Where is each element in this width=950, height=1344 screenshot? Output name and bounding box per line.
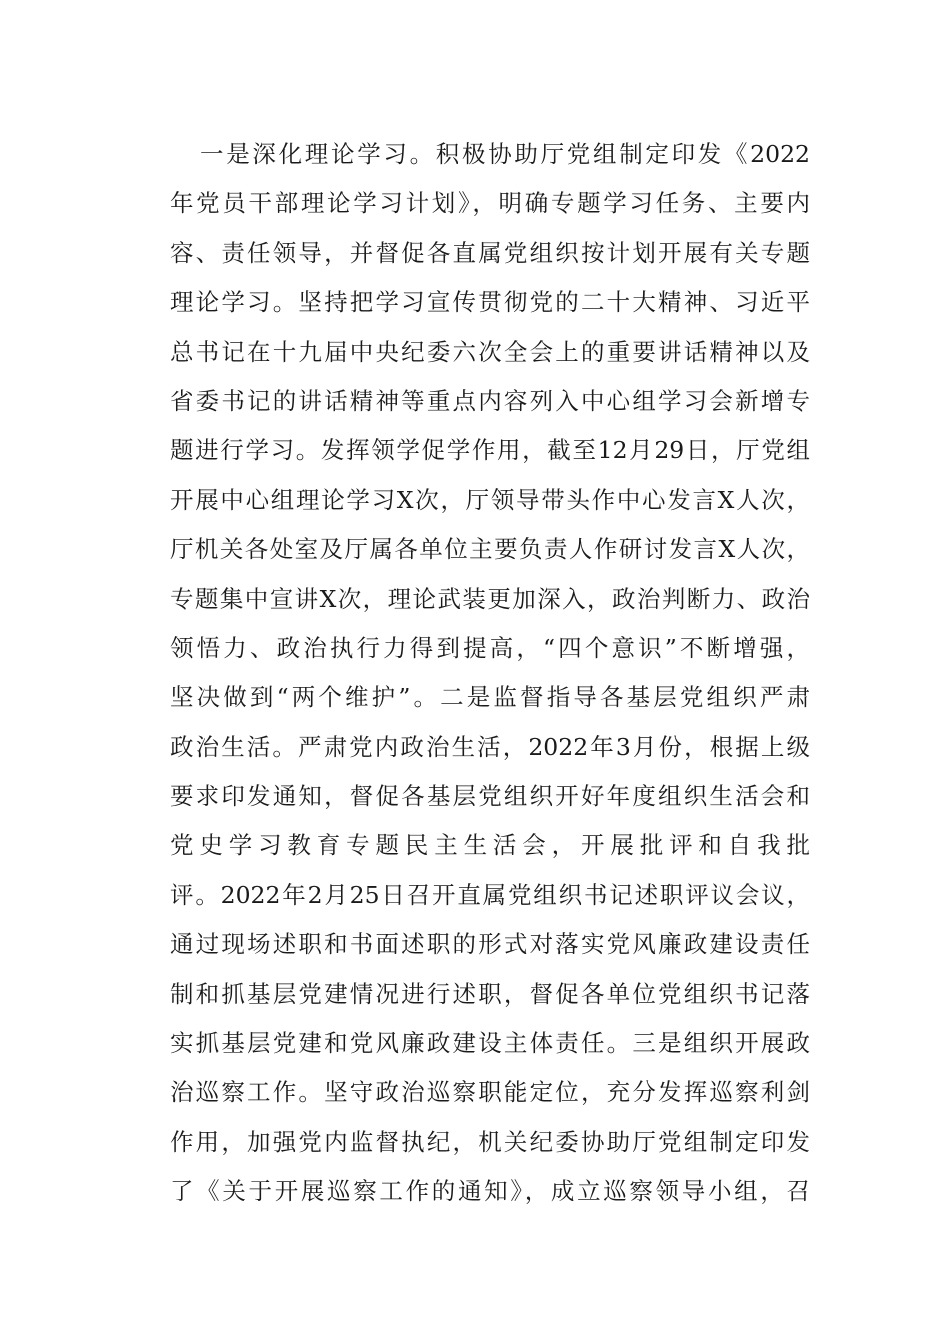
text-line: 治巡察工作。坚守政治巡察职能定位，充分发挥巡察利剑 (170, 1078, 810, 1107)
text-line: 制和抓基层党建情况进行述职，督促各单位党组织书记落 (170, 979, 810, 1008)
text-line: 省委书记的讲话精神等重点内容列入中心组学习会新增专 (170, 386, 810, 415)
text-line: 理论学习。坚持把学习宣传贯彻党的二十大精神、习近平 (170, 288, 810, 317)
text-line: 坚决做到“两个维护”。二是监督指导各基层党组织严肃 (170, 683, 810, 712)
body-paragraph (170, 130, 810, 1217)
text-line: 开展中心组理论学习X次，厅领导带头作中心发言X人次， (170, 485, 810, 514)
text-line: 总书记在十九届中央纪委六次全会上的重要讲话精神以及 (170, 337, 810, 366)
text-line: 作用，加强党内监督执纪，机关纪委协助厅党组制定印发 (170, 1127, 810, 1156)
text-line: 容、责任领导，并督促各直属党组织按计划开展有关专题 (170, 238, 810, 267)
text-line: 领悟力、政治执行力得到提高，“四个意识”不断增强， (170, 633, 810, 662)
text-line: 一是深化理论学习。积极协助厅党组制定印发《2022 (200, 140, 810, 168)
text-line: 了《关于开展巡察工作的通知》，成立巡察领导小组，召 (170, 1177, 810, 1206)
text-line: 通过现场述职和书面述职的形式对落实党风廉政建设责任 (170, 930, 810, 959)
text-line: 党史学习教育专题民主生活会，开展批评和自我批 (170, 831, 810, 860)
text-line: 政治生活。严肃党内政治生活，2022年3月份，根据上级 (170, 732, 810, 761)
text-line: 实抓基层党建和党风廉政建设主体责任。三是组织开展政 (170, 1029, 810, 1058)
text-line: 厅机关各处室及厅属各单位主要负责人作研讨发言X人次， (170, 535, 810, 564)
text-line: 评。2022年2月25日召开直属党组织书记述职评议会议， (170, 880, 810, 909)
text-line: 专题集中宣讲X次，理论武装更加深入，政治判断力、政治 (170, 584, 810, 613)
text-line: 年党员干部理论学习计划》，明确专题学习任务、主要内 (170, 189, 810, 218)
text-line: 要求印发通知，督促各基层党组织开好年度组织生活会和 (170, 782, 810, 811)
text-line: 题进行学习。发挥领学促学作用，截至12月29日，厅党组 (170, 436, 810, 465)
